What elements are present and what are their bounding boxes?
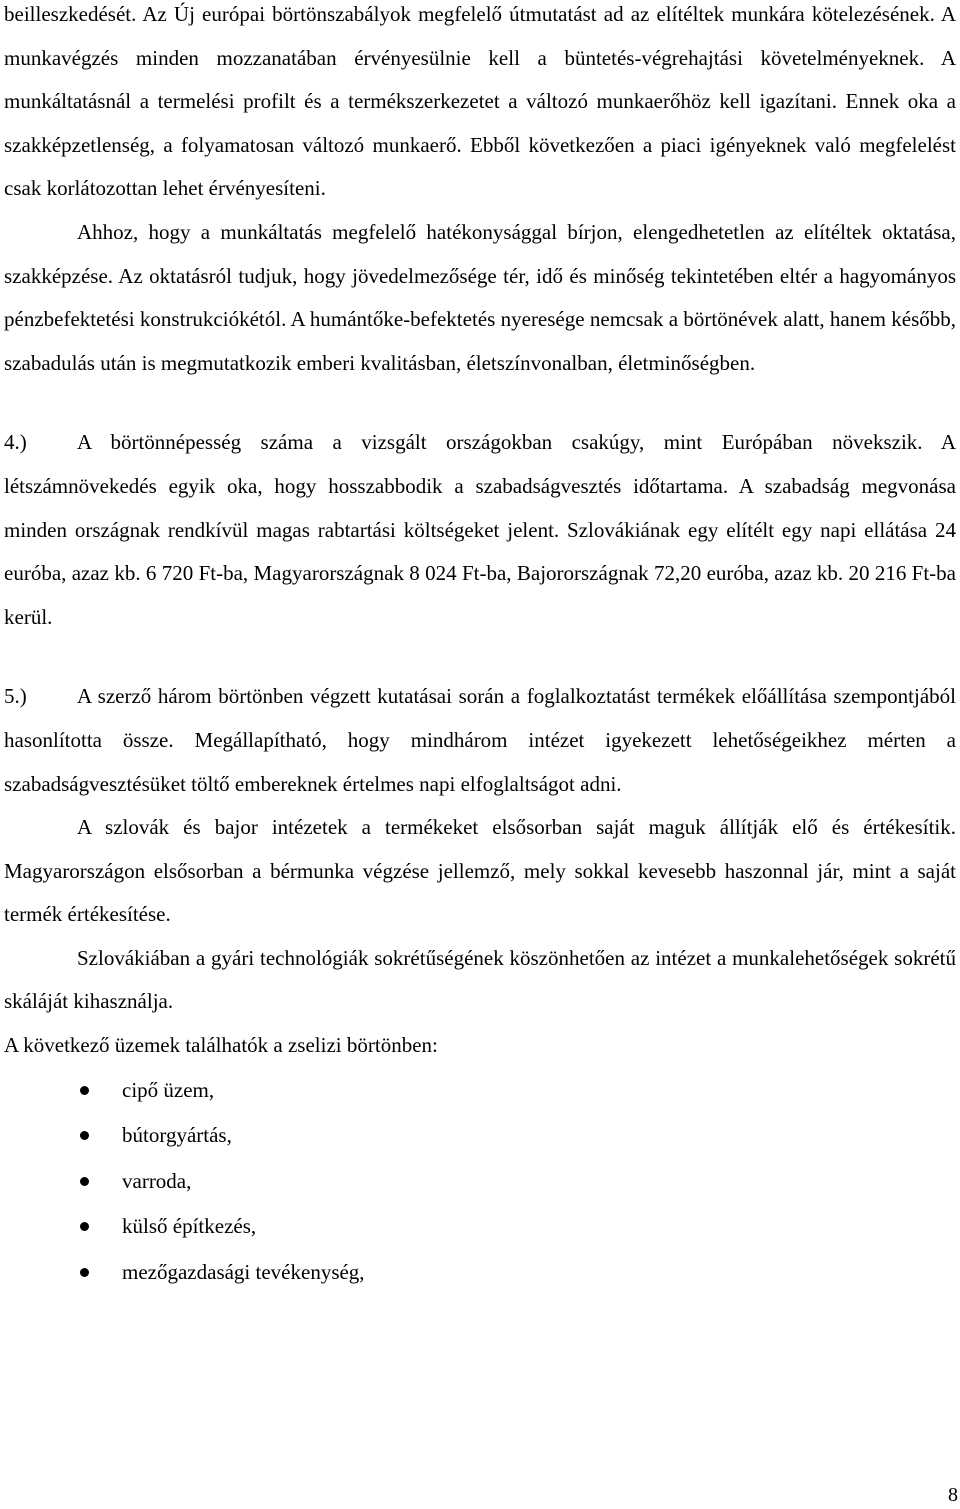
paragraph-work-obligation: beilleszkedését. Az Új európai börtönszabályok megfelelő útmutatást ad az elítéltek munkára kötelezésének. A munkavégzés minden mozzanatában érvényesülnie kell a büntetés-végrehajtási követelményeknek. A munkáltatásnál a termelési profilt és a termékszerkezetet a változó munkaerőhöz kell igazítani. Ennek oka a szakképzetlenség, a folyamatosan változó munkaerő. Ebből következően a piaci igényeknek való megfelelést csak korlátozottan lehet érvényesíteni. [4, 2, 956, 201]
list-item [4, 1113, 956, 1159]
bullet-icon [80, 1131, 89, 1140]
paragraph-text: A szerző három börtönben végzett kutatásai során a foglalkoztatást termékek előállítása szempontjából hasonlította össze. Megállapítható, hogy mindhárom intézet igyekezett lehetőségeikhez mérten a szabadságvesztésüket töltő embereknek értelmes napi elfoglaltságot adni. [4, 684, 956, 796]
bullet-icon [80, 1222, 89, 1231]
list-item-text: cipő üzem, [122, 1077, 215, 1102]
list-item-text: külső építkezés, [122, 1214, 257, 1239]
list-item [4, 1159, 956, 1205]
paragraph-research [4, 675, 956, 806]
paragraph-prison-population [4, 421, 956, 639]
document-page [4, 0, 956, 1296]
bullet-icon [80, 1177, 89, 1186]
list-item [4, 1068, 956, 1114]
bullet-icon [80, 1268, 89, 1277]
page-number: 8 [948, 1484, 958, 1506]
list-item-text: mezőgazdasági tevékenység, [122, 1260, 365, 1285]
paragraph-number: 5.) [4, 684, 27, 709]
paragraph-number: 4.) [4, 430, 27, 455]
list-item-text: varroda, [122, 1168, 192, 1193]
paragraph-sales: A szlovák és bajor intézetek a termékeket elsősorban saját maguk állítják elő és értékesítik. Magyarországon elsősorban a bérmunka végzése jellemző, mely sokkal kevesebb haszonnal jár, mint a saját termék értékesítése. [4, 815, 956, 927]
list-item-text: bútorgyártás, [122, 1123, 232, 1148]
paragraph-list-intro: A következő üzemek találhatók a zselizi börtönben: [4, 1033, 438, 1058]
bullet-icon [80, 1086, 89, 1095]
paragraph-slovakia: Szlovákiában a gyári technológiák sokrétűségének köszönhetően az intézet a munkalehetőségek sokrétű skáláját kihasználja. [4, 945, 956, 1014]
paragraph-text: A börtönnépesség száma a vizsgált országokban csakúgy, mint Európában növekszik. A létszámnövekedés egyik oka, hogy hosszabbodik a szabadságvesztés időtartama. A szabadság megvonása minden országnak rendkívül magas rabtartási költségeket jelent. Szlovákiának egy elítélt egy napi ellátása 24 euróba, azaz kb. 6 720 Ft-ba, Magyarországnak 8 024 Ft-ba, Bajorországnak 72,20 euróba, azaz kb. 20 216 Ft-ba kerül. [4, 430, 956, 629]
workshop-list [4, 1068, 956, 1296]
list-item [4, 1204, 956, 1250]
list-item [4, 1250, 956, 1296]
paragraph-education: Ahhoz, hogy a munkáltatás megfelelő hatékonysággal bírjon, elengedhetetlen az elítéltek oktatása, szakképzése. Az oktatásról tudjuk, hogy jövedelmezősége tér, idő és minőség tekintetében eltér a hagyományos pénzbefektetési konstrukciókétól. A humántőke-befektetés nyeresége nemcsak a börtönévek alatt, hanem később, szabadulás után is megmutatkozik emberi kvalitásban, életszínvonalban, életminőségben. [4, 219, 956, 375]
